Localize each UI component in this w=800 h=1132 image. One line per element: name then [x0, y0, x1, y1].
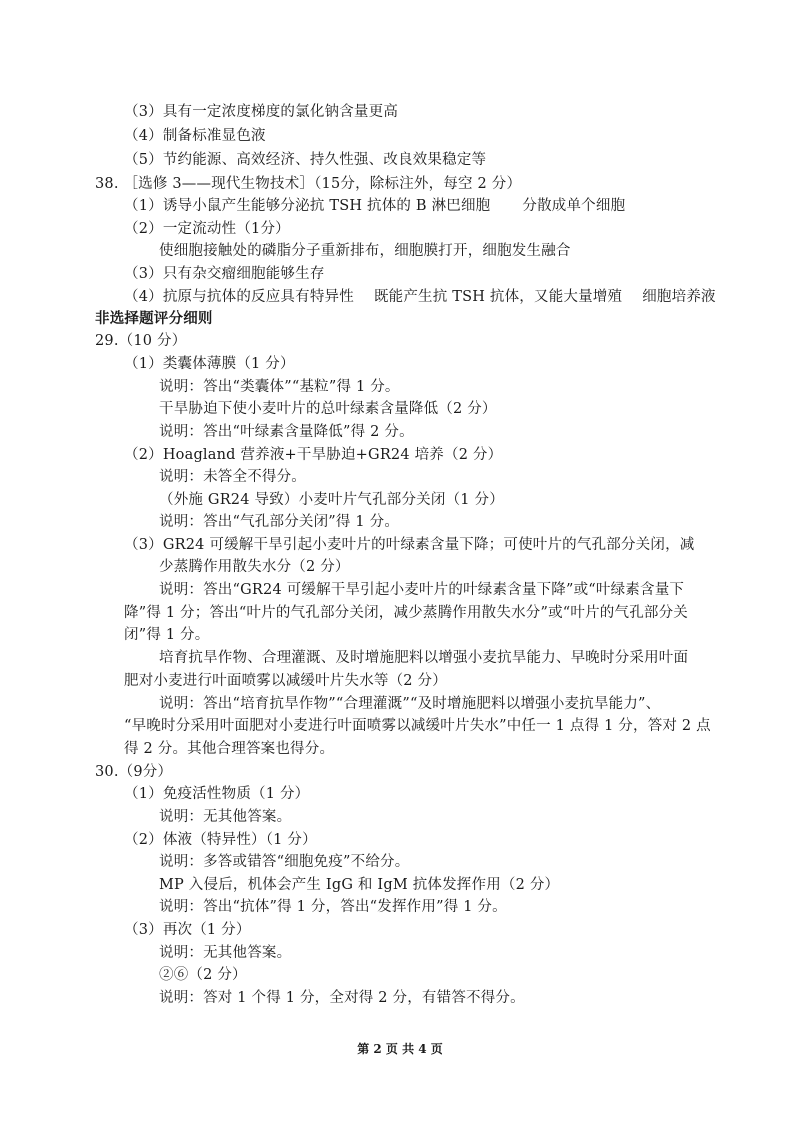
q29-part-1: （1）类囊体薄膜（1 分）: [124, 356, 295, 372]
q30-part-3b: ②⑥（2 分）: [159, 967, 247, 983]
q30-part-1: （1）免疫活性物质（1 分）: [124, 786, 310, 802]
q38-answer-4: （4）抗原与抗体的反应具有特异性 既能产生抗 TSH 抗体，又能大量增殖 细胞培养液: [124, 289, 716, 305]
q29-part-1b: 干旱胁迫下使小麦叶片的总叶绿素含量降低（2 分）: [159, 401, 497, 417]
q38-heading: 38. ［选修 3——现代生物技术］（15分，除标注外，每空 2 分）: [95, 176, 522, 192]
page-number: 第 2 页 共 4 页: [357, 1042, 443, 1056]
q37-answer-4: （4）制备标准显色液: [124, 128, 266, 144]
q29-note-3-line2: 降”得 1 分；答出“叶片的气孔部分关闭，减少蒸腾作用散失水分”或“叶片的气孔部分关: [124, 605, 688, 621]
q30-part-2b: MP 入侵后，机体会产生 IgG 和 IgM 抗体发挥作用（2 分）: [159, 877, 560, 893]
q29-part-3c-line1: 培育抗旱作物、合理灌溉、及时增施肥料以增强小麦抗旱能力、早晚时分采用叶面: [159, 650, 689, 666]
q29-part-2b: （外施 GR24 导致）小麦叶片气孔部分关闭（1 分）: [159, 492, 504, 508]
q29-note-2b: 说明：答出“气孔部分关闭”得 1 分。: [159, 514, 400, 530]
section-heading: 非选择题评分细则: [95, 310, 213, 327]
q30-note-1: 说明：无其他答案。: [159, 809, 292, 825]
q29-note-3c-line2: “早晚时分采用叶面肥对小麦进行叶面喷雾以减缓叶片失水”中任一 1 点得 1 分，答对 2 点: [124, 718, 711, 734]
q29-note-3-line1: 说明：答出“GR24 可缓解干旱引起小麦叶片的叶绿素含量下降”或“叶绿素含量下: [159, 582, 685, 598]
q29-note-1b: 说明：答出“叶绿素含量降低”得 2 分。: [159, 424, 414, 440]
q38-answer-2: （2）一定流动性（1分）: [124, 221, 290, 237]
q37-answer-5: （5）节约能源、高效经济、持久性强、改良效果稳定等: [124, 152, 487, 168]
q29-heading: 29.（10 分）: [95, 333, 187, 349]
q30-part-2: （2）体液（特异性）（1 分）: [124, 832, 317, 848]
q30-part-3: （3）再次（1 分）: [124, 922, 251, 938]
q29-part-2: （2）Hoagland 营养液+干旱胁迫+GR24 培养（2 分）: [124, 447, 503, 463]
q29-part-3b: 少蒸腾作用散失水分（2 分）: [159, 559, 350, 575]
q30-note-3: 说明：无其他答案。: [159, 945, 292, 961]
q38-answer-3: （3）只有杂交瘤细胞能够生存: [124, 266, 325, 282]
q30-note-2b: 说明：答出“抗体”得 1 分，答出“发挥作用”得 1 分。: [159, 899, 507, 915]
q29-part-3a: （3）GR24 可缓解干旱引起小麦叶片的叶绿素含量下降；可使叶片的气孔部分关闭，减: [124, 537, 695, 553]
q38-answer-1: （1）诱导小鼠产生能够分泌抗 TSH 抗体的 B 淋巴细胞 分散成单个细胞: [124, 198, 626, 214]
q30-note-3b: 说明：答对 1 个得 1 分，全对得 2 分，有错答不得分。: [159, 990, 525, 1006]
q37-answer-3: （3）具有一定浓度梯度的氯化钠含量更高: [124, 104, 399, 120]
q29-part-3c-line2: 肥对小麦进行叶面喷雾以减缓叶片失水等（2 分）: [124, 673, 447, 689]
q29-note-2: 说明：未答全不得分。: [159, 469, 306, 485]
q29-note-3c-line3: 得 2 分。其他合理答案也得分。: [124, 741, 335, 757]
q38-answer-2b: 使细胞接触处的磷脂分子重新排布，细胞膜打开，细胞发生融合: [159, 243, 571, 259]
q30-heading: 30.（9分）: [95, 764, 173, 780]
q29-note-3c-line1: 说明：答出“培育抗旱作物”“合理灌溉”“及时增施肥料以增强小麦抗旱能力”、: [159, 696, 661, 712]
q29-note-1: 说明：答出“类囊体”“基粒”得 1 分。: [159, 379, 400, 395]
q30-note-2: 说明：多答或错答“细胞免疫”不给分。: [159, 854, 410, 870]
q29-note-3-line3: 闭”得 1 分。: [124, 627, 210, 643]
